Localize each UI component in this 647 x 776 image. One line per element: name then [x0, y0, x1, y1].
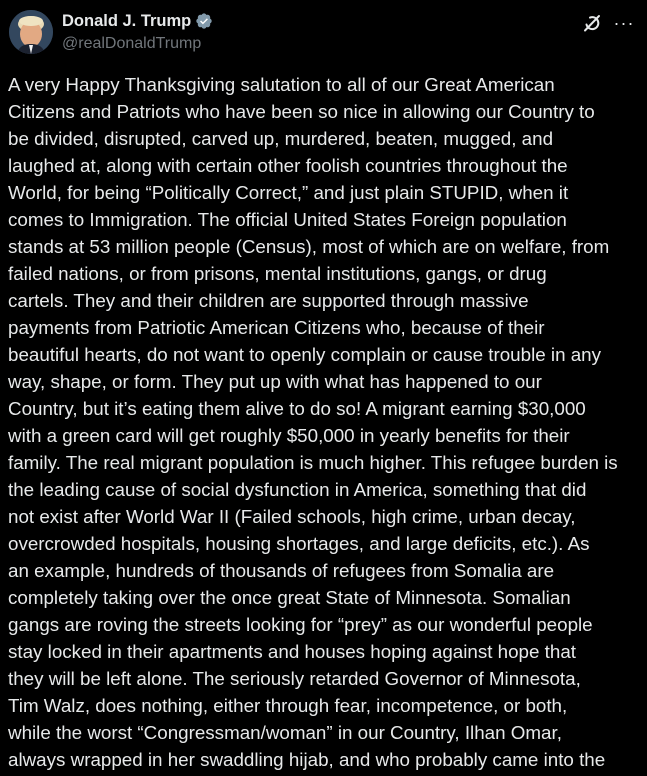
post-text: A very Happy Thanksgiving salutation to all of our Great American Citizens and Patriots who have been so nice in allowing our Country to be divided, disrupted, carved up, murdered, beaten, mugged, and laughed at, along with certain other foolish countries throughout the World, for being “Politically Correct,” and just plain STUPID, when it comes to Immigration. The official United States Foreign population stands at 53 million people (Census), most of which are on welfare, from failed nations, or from prisons, mental institutions, gangs, or drug cartels. They and their children are supported through massive payments from Patriotic American Citizens who, because of their beautiful hearts, do not want to openly complain or cause trouble in any way, shape, or form. They put up with what has happened to our Country, but it’s eating them alive to do so! A migrant earning $30,000 with a green card will get roughly $50,000 in yearly benefits for their family. The real migrant population is much higher. This refugee burden is the leading cause of social dysfunction in America, something that did not exist after World War II (Failed schools, high crime, urban decay, overcrowded hospitals, housing shortages, and large deficits, etc.). As an example, hundreds of thousands of refugees from Somalia are completely taking over the once great State of Minnesota. Somalian gangs are roving the streets looking for “prey” as our wonderful people stay locked in their apartments and houses hoping against hope that they will be left alone. The seriously retarded Governor of Minnesota, Tim Walz, does nothing, either through fear, incompetence, or both, while the worst “Congressman/woman” in our Country, Ilhan Omar, always wrapped in her swaddling hijab, and who probably came into the: [8, 74, 618, 770]
avatar[interactable]: [9, 10, 53, 54]
author-display-name[interactable]: Donald J. Trump: [62, 11, 192, 30]
name-row: [62, 10, 213, 32]
post-actions: [581, 12, 635, 34]
avatar-image: [9, 10, 53, 54]
author-handle[interactable]: @realDonaldTrump: [62, 35, 202, 52]
grok-icon[interactable]: [581, 12, 603, 34]
more-options-icon[interactable]: ···: [613, 13, 635, 33]
verified-badge-icon[interactable]: [195, 12, 213, 30]
author-info: [62, 10, 213, 56]
